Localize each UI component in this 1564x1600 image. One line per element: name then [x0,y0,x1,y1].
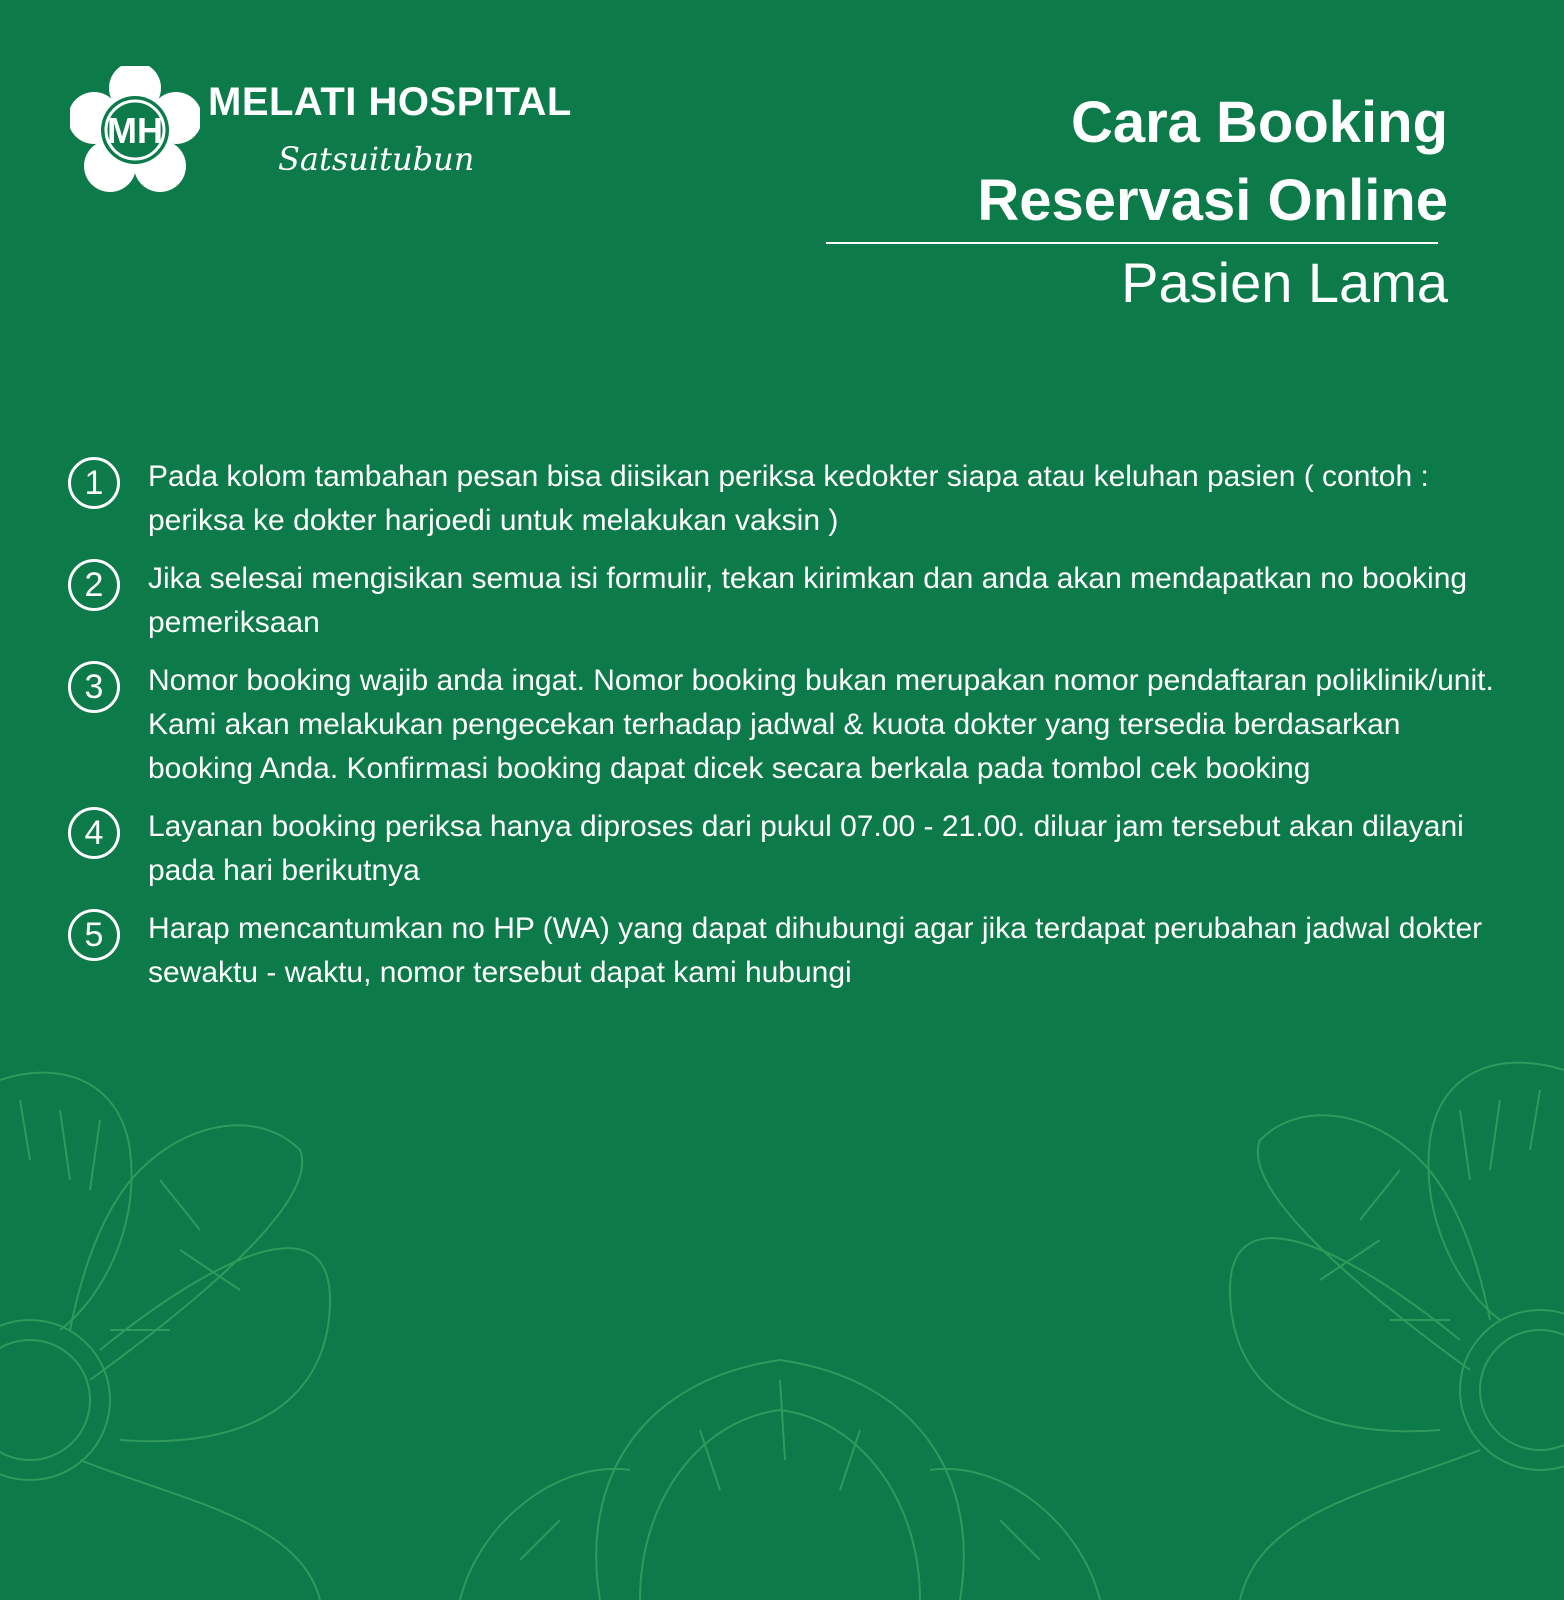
step-text: Harap mencantumkan no HP (WA) yang dapat dihubungi agar jika terdapat perubahan jadwal dokter sewaktu - waktu, nomor tersebut dapat kami hubungi [148,912,1483,989]
page-heading [748,84,1448,316]
hospital-logo [70,66,590,196]
list-item [68,805,1508,893]
step-number-badge: 5 [68,909,120,961]
step-text: Pada kolom tambahan pesan bisa diisikan periksa kedokter siapa atau keluhan pasien ( contoh : periksa ke dokter harjoedi untuk melakukan vaksin ) [148,460,1429,537]
heading-title-line1: Cara Booking [1070,90,1448,155]
step-number-badge: 4 [68,807,120,859]
svg-text:Satsuitubun: Satsuitubun [278,140,475,178]
heading-subtitle: Pasien Lama [1121,251,1448,314]
list-item [68,557,1508,645]
list-item [68,659,1508,791]
step-text: Jika selesai mengisikan semua isi formulir, tekan kirimkan dan anda akan mendapatkan no booking pemeriksaan [148,562,1468,639]
list-item [68,455,1508,543]
step-text: Nomor booking wajib anda ingat. Nomor booking bukan merupakan nomor pendaftaran poliklinik/unit. Kami akan melakukan pengecekan terhadap jadwal & kuota dokter yang tersedia berdasarkan booking Anda. Konfirmasi booking dapat dicek secara berkala pada tombol cek booking [148,664,1494,785]
logo-subtitle [274,130,514,186]
flower-emblem-icon [70,66,200,196]
step-text: Layanan booking periksa hanya diproses dari pukul 07.00 - 21.00. diluar jam tersebut akan dilayani pada hari berikutnya [148,810,1464,887]
hospital-name: MELATI HOSPITAL [208,80,572,124]
instruction-list [68,455,1508,1009]
heading-title-line2: Reservasi Online [977,168,1448,233]
step-number-badge: 3 [68,661,120,713]
heading-divider [826,242,1438,244]
svg-text:MH: MH [107,110,163,151]
list-item [68,907,1508,995]
step-number-badge: 1 [68,457,120,509]
step-number-badge: 2 [68,559,120,611]
